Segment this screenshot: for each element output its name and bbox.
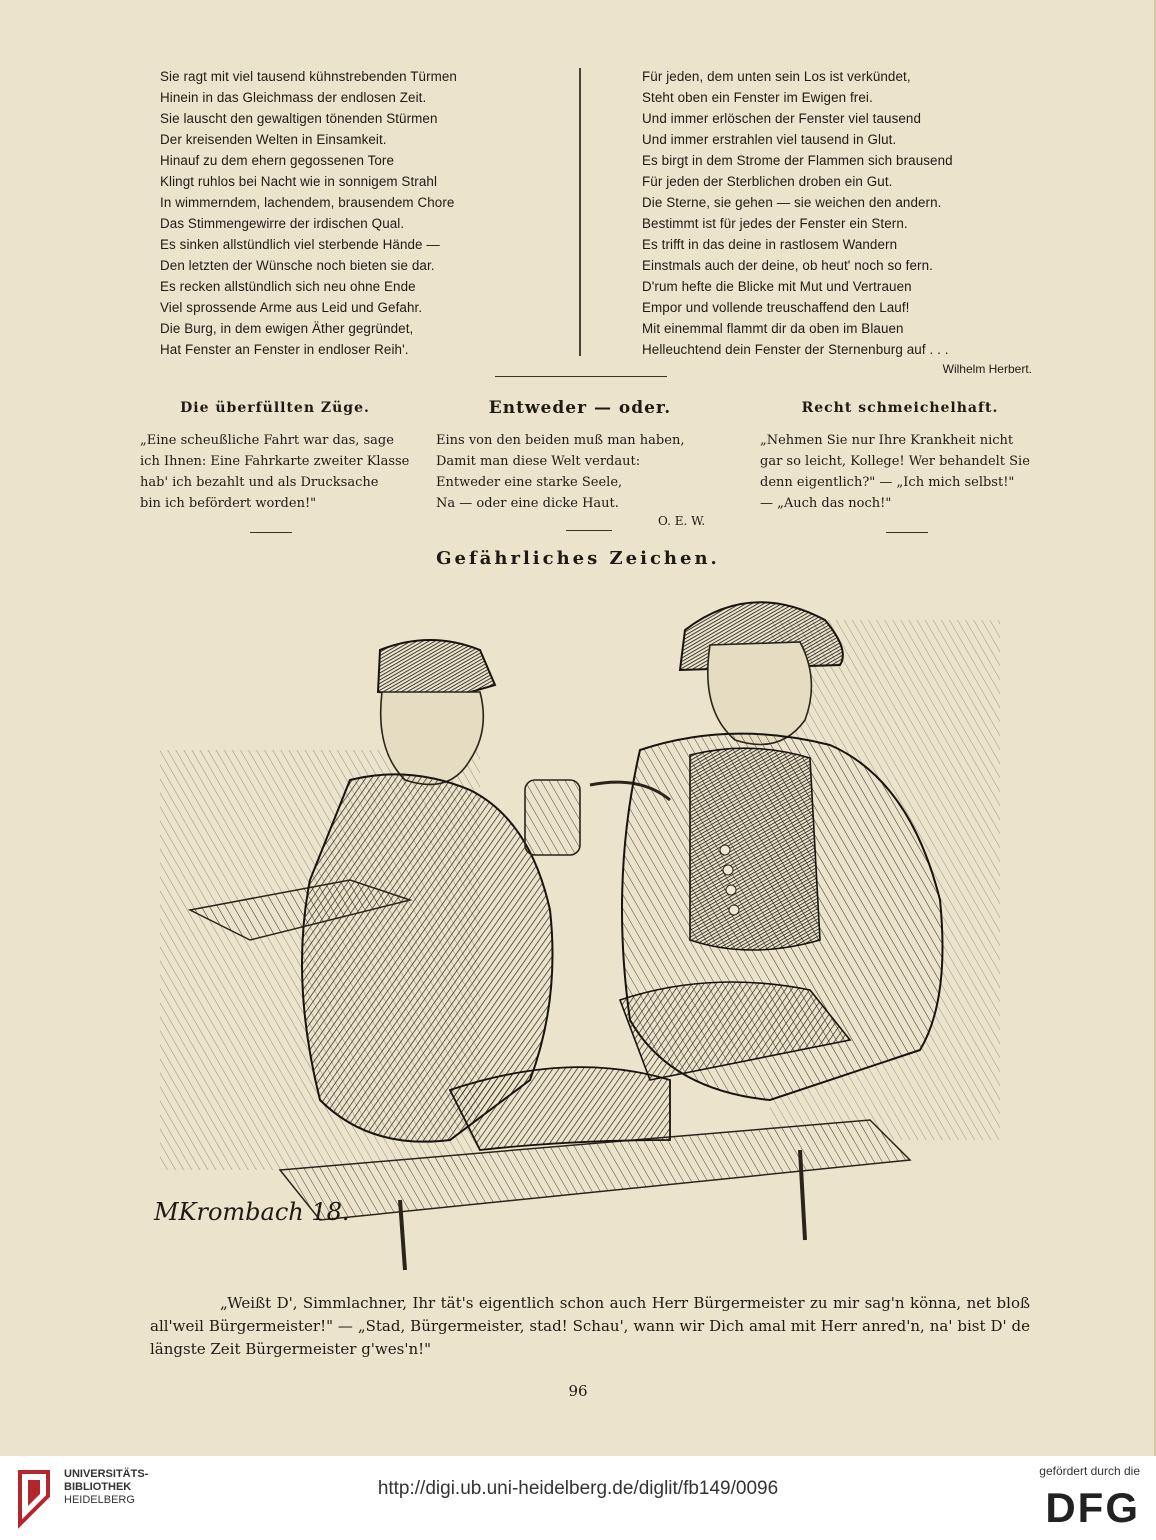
illustration-caption: „Weißt D', Simmlachner, Ihr tät's eigentlich schon auch Herr Bürgermeister zu mir sag'n könna, net bloß all'weil Bürgermeister!" — „Stad, Bürgermeister, stad! Schau', wann wir Dich amal mit Herr anred'n, na' bist D' de längste Zeit Bürgermeister g'wes'n!" [150, 1294, 1030, 1358]
text-line: Damit man diese Welt verdaut: [436, 454, 641, 469]
text-line: Steht oben ein Fenster im Ewigen frei. [642, 90, 873, 105]
text-line: Es trifft in das deine in rastlosem Wandern [642, 237, 898, 252]
poem-author: Wilhelm Herbert. [942, 362, 1032, 376]
text-line: Es sinken allstündlich viel sterbende Hände — [160, 237, 440, 252]
text-line: Hat Fenster an Fenster in endloser Reih'. [160, 342, 409, 357]
text-line: Hinein in das Gleichmass der endlosen Zeit. [160, 90, 427, 105]
text-line: Hinauf zu dem ehern gegossenen Tore [160, 153, 395, 168]
text-line: „Eine scheußliche Fahrt war das, sage [140, 433, 394, 448]
poem-right-column [642, 66, 1042, 360]
text-line: D'rum hefte die Blicke mit Mut und Vertrauen [642, 279, 912, 294]
viewer-footer [0, 1456, 1156, 1540]
column-text-2 [436, 430, 726, 514]
text-line: Mit einemmal flammt dir da oben im Blauen [642, 321, 904, 336]
text-line: Eins von den beiden muß man haben, [436, 433, 685, 448]
column-end-rule-3 [886, 532, 928, 533]
text-line: Und immer erstrahlen viel tausend in Glut. [642, 132, 897, 147]
left-figure [302, 640, 670, 1150]
text-line: Die Burg, in dem ewigen Äther gegründet, [160, 321, 414, 336]
column-heading-2: Entweder — oder. [488, 398, 672, 418]
text-line: Sie ragt mit viel tausend kühnstrebenden Türmen [160, 69, 457, 84]
text-line: — „Auch das noch!" [760, 496, 892, 511]
text-line: Helleuchtend dein Fenster der Sternenburg auf . . . [642, 342, 949, 357]
text-line: denn eigentlich?" — „Ich mich selbst!" [760, 475, 1015, 490]
text-line: hab' ich bezahlt und als Drucksache [140, 475, 379, 490]
text-line: Und immer erlöschen der Fenster viel tausend [642, 111, 922, 126]
text-line: Na — oder eine dicke Haut. [436, 496, 619, 511]
illustration-title: Gefährliches Zeichen. [436, 548, 720, 569]
text-line: „Nehmen Sie nur Ihre Krankheit nicht [760, 433, 1014, 448]
column-text-1 [140, 430, 410, 514]
text-line: Für jeden, dem unten sein Los ist verkündet, [642, 69, 911, 84]
engraving-illustration [150, 580, 1010, 1280]
text-line: Die Sterne, sie gehen — sie weichen den andern. [642, 195, 942, 210]
text-line: Klingt ruhlos bei Nacht wie in sonnigem Strahl [160, 174, 438, 189]
text-line: Den letzten der Wünsche noch bieten sie dar. [160, 258, 435, 273]
library-name-line-2: BIBLIOTHEK [64, 1481, 132, 1493]
artist-signature: MKrombach 18. [154, 1198, 350, 1226]
text-line: ich Ihnen: Eine Fahrkarte zweiter Klasse [140, 454, 410, 469]
page-number: 96 [568, 1382, 588, 1400]
text-line: Empor und vollende treuschaffend den Lauf! [642, 300, 910, 315]
column-heading-1: Die überfüllten Züge. [180, 400, 370, 416]
text-line: Das Stimmengewirre der irdischen Qual. [160, 216, 405, 231]
text-line: Einstmals auch der deine, ob heut' noch so fern. [642, 258, 933, 273]
column-signature-2: O. E. W. [658, 514, 706, 528]
left-figure-cap [378, 640, 495, 698]
text-line: Der kreisenden Welten in Einsamkeit. [160, 132, 387, 147]
beer-mug [525, 780, 580, 855]
text-line: In wimmerndem, lachendem, brausendem Chore [160, 195, 455, 210]
section-divider [495, 376, 667, 377]
text-line: bin ich befördert worden!" [140, 496, 317, 511]
column-end-rule-2 [566, 530, 612, 531]
right-figure-waistcoat [690, 748, 820, 950]
text-line: Viel sprossende Arme aus Leid und Gefahr. [160, 300, 423, 315]
funded-by-label: gefördert durch die [1039, 1464, 1140, 1478]
column-text-3 [760, 430, 1036, 514]
poem-column-divider [579, 68, 581, 356]
column-end-rule-1 [250, 532, 292, 533]
permalink-url[interactable]: http://digi.ub.uni-heidelberg.de/diglit/fb149/0096 [377, 1478, 779, 1499]
text-line: Es birgt in dem Strome der Flammen sich brausend [642, 153, 953, 168]
dfg-logo[interactable]: DFG [1045, 1484, 1140, 1531]
text-line: Es recken allstündlich sich neu ohne Ende [160, 279, 416, 294]
column-heading-3: Recht schmeichelhaft. [801, 400, 999, 416]
text-line: Für jeden der Sterblichen droben ein Gut. [642, 174, 893, 189]
right-figure-head [708, 642, 812, 745]
poem-left-column [160, 66, 570, 360]
library-name-line-3: HEIDELBERG [64, 1494, 135, 1506]
library-name-line-1: UNIVERSITÄTS- [64, 1468, 149, 1480]
text-line: Sie lauscht den gewaltigen tönenden Stürmen [160, 111, 438, 126]
text-line: gar so leicht, Kollege! Wer behandelt Sie [760, 454, 1030, 469]
text-line: Entweder eine starke Seele, [436, 475, 623, 490]
text-line: Bestimmt ist für jedes der Fenster ein Stern. [642, 216, 908, 231]
left-figure-legs [450, 1067, 670, 1150]
